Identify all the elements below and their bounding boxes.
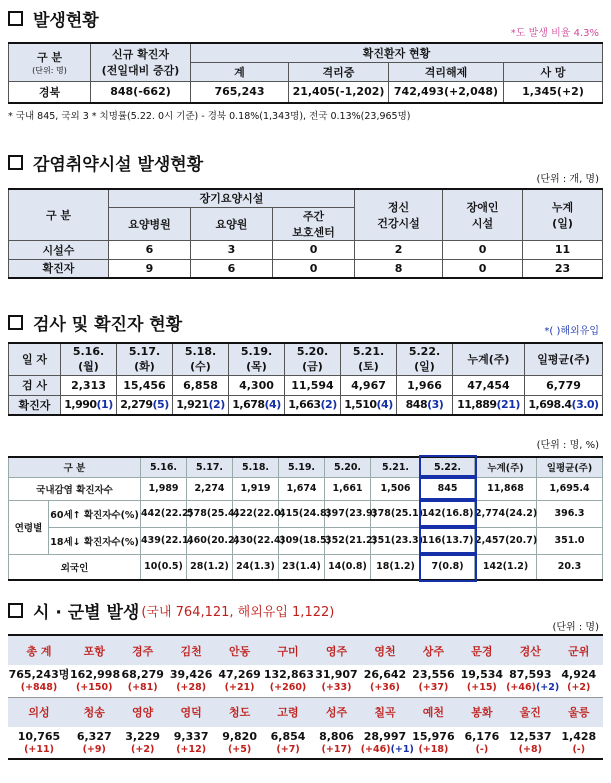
region-name: 군위 (555, 635, 603, 665)
section-age-breakdown (8, 436, 603, 581)
section-tests-cases (8, 310, 603, 416)
region-value: 31,907 (+33) (315, 667, 358, 693)
checkbox-square-icon (8, 155, 23, 170)
section-title: 감염취약시설 발생현황 (8, 150, 603, 174)
region-name: 총 계 (8, 635, 70, 665)
region-name: 경산 (506, 635, 554, 665)
header-date-cell: 5.18. (233, 457, 279, 477)
region-name: 울진 (506, 697, 554, 727)
section-title: 발생현황 (8, 6, 603, 30)
region-name: 영천 (361, 635, 409, 665)
region-value: 8,806 (+17) (319, 729, 354, 755)
region-name: 경주 (118, 635, 166, 665)
region-name: 영덕 (167, 697, 215, 727)
header-long-term-care: 장기요양시설 (109, 189, 355, 207)
header-nursing-hospital: 요양병원 (109, 207, 191, 240)
region-value: 39,426 (+28) (169, 667, 213, 693)
region-value: 19,534 (+15) (460, 667, 504, 693)
header-new-cases: 신규 확진자 (전일대비 증감) (91, 43, 191, 81)
header-date-cell: 5.19. (목) (229, 343, 285, 375)
region-name: 안동 (215, 635, 263, 665)
checkbox-square-icon (8, 11, 23, 26)
header-released: 격리해제 (389, 62, 504, 81)
header-gubun: 구 분 (9, 189, 109, 240)
header-cumulative: 누계 (일) (523, 189, 603, 240)
table-row: 검 사 2,313 15,456 6,858 4,300 11,594 4,967 1,966 47,454 6,779 (9, 375, 603, 395)
header-total: 계 (191, 62, 289, 81)
region-ratio-note: *도 발생 비율 4.3% (510, 28, 599, 39)
table-row: 확진자 9 6 0 8 0 23 (9, 259, 603, 278)
region-name: 상주 (409, 635, 457, 665)
section-title: 시 · 군별 발생 (국내 764,121, 해외유입 1,122) (8, 598, 603, 622)
table-row: 경북 848(-662) 765,243 21,405(-1,202) 742,493(+2,048) 1,345(+2) (9, 81, 603, 103)
header-gubun: 구 분 (9, 457, 141, 477)
region-value: 23,556 (+37) (412, 667, 455, 693)
region-value: 6,854 (+7) (270, 729, 306, 755)
outbreak-table (8, 42, 603, 104)
table-row: 국내감염 확진자수 1,989 2,274 1,919 1,674 1,661 1,506 845 11,868 1,695.4 (9, 477, 603, 500)
header-h_cum: 누계(주) (453, 343, 525, 375)
section-outbreak-status (8, 6, 603, 122)
region-name: 문경 (458, 635, 506, 665)
header-date-cell: 5.21. (토) (341, 343, 397, 375)
overseas-note: *( )해외유입 (544, 326, 599, 337)
region-name: 예천 (409, 697, 457, 727)
header-date-cell: 5.22. (일) (397, 343, 453, 375)
header-date: 일 자 (9, 343, 61, 375)
region-name: 고령 (264, 697, 312, 727)
header-date-cell: 5.17. (187, 457, 233, 477)
table-row: 외국인 10(0.5) 28(1.2) 24(1.3) 23(1.4) 14(0.8) 18(1.2) 7(0.8) 142(1.2) 20.3 (9, 554, 603, 580)
region-value: 28,997 (+46)(+1) (360, 729, 414, 755)
header-date-cell: 5.19. (279, 457, 325, 477)
table-row: 시설수 6 3 0 2 0 11 (9, 240, 603, 259)
header-date-cell: 5.16. (월) (61, 343, 117, 375)
region-name: 울릉 (555, 697, 603, 727)
header-day-care: 주간 보호센터 (273, 207, 355, 240)
header-date-cell: 5.17. (화) (117, 343, 173, 375)
region-value: 6,327 (+9) (76, 729, 112, 755)
header-h_avg: 일평균(주) (525, 343, 603, 375)
header-date-cell: 5.20. (325, 457, 371, 477)
header-isolated: 격리중 (289, 62, 389, 81)
region-value: 1,428 (-) (561, 729, 597, 755)
region-name: 영양 (118, 697, 166, 727)
region-value: 10,765 (+11) (17, 729, 61, 755)
header-nursing-home: 요양원 (191, 207, 273, 240)
region-value: 4,924 (+2) (561, 667, 597, 693)
region-value: 9,337 (+12) (173, 729, 209, 755)
header-date-cell: 5.22. (421, 457, 475, 477)
city-table (8, 634, 603, 760)
region-value: 68,279 (+81) (121, 667, 164, 693)
table-row: 확진자 1,990(1) 2,279(5) 1,921(2) 1,678(4) 1,663(2) 1,510(4) 848(3) 11,889(21) 1,698.4(3.0) (9, 395, 603, 415)
region-name: 포항 (70, 635, 118, 665)
region-value: 162,998 (+150) (70, 667, 121, 693)
region-value: 87,593 (+46)(+2) (506, 667, 560, 693)
header-date-cell: 5.20. (금) (285, 343, 341, 375)
region-value: 765,243명 (+848) (8, 667, 70, 693)
region-value: 26,642 (+36) (363, 667, 407, 693)
footnote: * 국내 845, 국외 3 * 치명률(5.22. 0시 기준) - 경북 0.18%(1,343명), 전국 0.13%(23,965명) (8, 111, 411, 122)
region-value: 132,863 (+260) (263, 667, 314, 693)
region-value: 9,820 (+5) (222, 729, 257, 755)
region-name: 의성 (8, 697, 70, 727)
header-deaths: 사 망 (504, 62, 603, 81)
facility-table (8, 188, 603, 279)
header-date-cell: 5.18. (수) (173, 343, 229, 375)
checkbox-square-icon (8, 315, 23, 330)
tests-table (8, 342, 603, 416)
header-date-cell: 5.21. (371, 457, 421, 477)
table-row: 18세↓ 확진자수(%) 439(22.1) 460(20.2) 430(22.4) 309(18.5) 352(21.2) 351(23.3) 116(13.7) 2,457(20.7) 351.0 (9, 527, 603, 554)
section-vulnerable-facilities (8, 150, 603, 279)
region-name: 영주 (312, 635, 360, 665)
unit-note: (단위 : 명) (552, 622, 599, 633)
header-h_cum: 누계(주) (475, 457, 537, 477)
region-value: 12,537 (+8) (509, 729, 552, 755)
header-date-cell: 5.16. (141, 457, 187, 477)
region-value: 47,269 (+21) (218, 667, 261, 693)
age-group-label: 연령별 (9, 500, 49, 554)
header-h_avg: 일평균(주) (537, 457, 603, 477)
header-mental-health: 정신 건강시설 (355, 189, 443, 240)
region-name: 청도 (215, 697, 263, 727)
region-name: 김천 (167, 635, 215, 665)
region-name: 칠곡 (361, 697, 409, 727)
age-table (8, 456, 603, 581)
region-value: 6,176 (-) (464, 729, 500, 755)
header-gubun: 구 분 (단위: 명) (9, 43, 91, 81)
section-city-county (8, 598, 603, 760)
region-name: 성주 (312, 697, 360, 727)
region-value: 3,229 (+2) (125, 729, 161, 755)
checkbox-square-icon (8, 603, 23, 618)
region-name: 청송 (70, 697, 118, 727)
section-title: 검사 및 확진자 현황 (8, 310, 603, 334)
table-row: 연령별 60세↑ 확진자수(%) 442(22.2) 578(25.4) 422(22.0) 415(24.8) 397(23.9) 378(25.1) 142(16.8) 2,774(24.2) 396.3 (9, 500, 603, 527)
unit-note: (단위 : 개, 명) (536, 174, 599, 185)
region-name: 봉화 (458, 697, 506, 727)
header-disabled-facility: 장애인 시설 (443, 189, 523, 240)
region-name: 구미 (264, 635, 312, 665)
unit-note: (단위 : 명, %) (536, 440, 599, 451)
region-value: 15,976 (+18) (412, 729, 455, 755)
header-status: 확진환자 현황 (191, 43, 603, 62)
